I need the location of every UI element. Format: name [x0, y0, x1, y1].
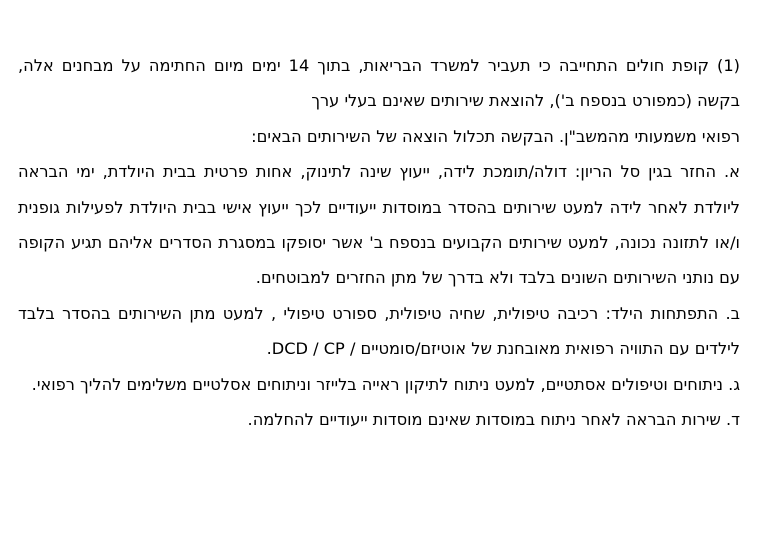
clause-a-line-4: הקבועים בנספח ב' אשר יסופקו במסגרת הסדרים אליהם תגיע הקופה עם נותני: [18, 233, 740, 288]
paragraph-clause-c: [18, 367, 740, 402]
document-body: [18, 48, 740, 437]
clause-b-line-2: השירותים בהסדר בלבד לילדים עם התוויה רפואית מאובחנת של: [18, 303, 740, 359]
clause-1-line-3: רפואי משמעותי מהמשב"ן. הבקשה תכלול הוצאה של השירותים הבאים:: [251, 126, 740, 146]
clause-1-line-2: על מבחנים אלה, בקשה (כמפורט בנספח ב'), להוצאת שירותים שאינם בעלי ערך: [18, 56, 740, 111]
clause-a-line-5: השירותים השונים בלבד ולא בדרך של מתן החזרים למבוטחים.: [255, 268, 678, 288]
paragraph-clause-b: [18, 296, 740, 367]
clause-c-line-1: ג. ניתוחים וטיפולים אסתטיים, למעט ניתוח לתיקון ראייה בלייזר וניתוחים: [256, 374, 740, 394]
clause-c-line-2: אסלטיים משלימים להליך רפואי.: [31, 374, 252, 394]
clause-b-line-3: אוטיזם/סומטיים / DCD / CP.: [266, 339, 467, 359]
clause-a-line-1: א. החזר בגין סל הריון: דולה/תומכת לידה, ייעוץ שינה לתינוק, אחות פרטית בבית: [163, 162, 740, 182]
clause-a-line-2: היולדת, ימי הבראה ליולדת לאחר לידה למעט שירותים בהסדר במוסדות ייעודיים: [18, 162, 740, 217]
clause-a-line-3: לכך ייעוץ אישי בבית היולדת לפעילות גופנית ו/או לתזונה נכונה, למעט שירותים: [18, 197, 740, 253]
clause-b-line-1: ב. התפתחות הילד: רכיבה טיפולית, שחיה טיפולית, ספורט טיפולי , למעט מתן: [189, 303, 740, 323]
clause-d-line-1: ד. שירות הבראה לאחר ניתוח במוסדות שאינם מוסדות ייעודיים להחלמה.: [247, 410, 740, 430]
paragraph-clause-a: [18, 154, 740, 296]
paragraph-clause-1: [18, 48, 740, 154]
paragraph-clause-d: [18, 402, 740, 437]
clause-1-line-1: (1) קופת חולים התחייבה כי תעביר למשרד הבריאות, בתוך 14 ימים מיום החתימה: [148, 56, 740, 75]
